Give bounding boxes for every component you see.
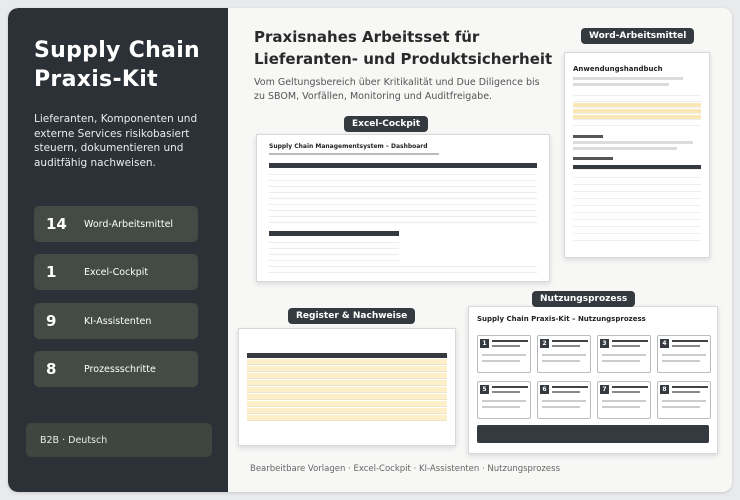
register-row bbox=[247, 415, 447, 421]
doc-row bbox=[573, 201, 701, 206]
sheet-row bbox=[269, 177, 537, 181]
register-row bbox=[247, 359, 447, 365]
register-row bbox=[247, 408, 447, 414]
excel-preview bbox=[256, 134, 550, 282]
doc-row bbox=[573, 165, 701, 170]
doc-line bbox=[573, 141, 693, 144]
product-card bbox=[8, 8, 732, 492]
label-word: Word-Arbeitsmittel bbox=[581, 28, 694, 44]
doc-line bbox=[573, 157, 613, 160]
brand-title-line2: Praxis-Kit bbox=[34, 67, 158, 92]
doc-row bbox=[573, 222, 701, 227]
doc-row bbox=[573, 187, 701, 192]
process-step-box: 4 bbox=[657, 335, 711, 373]
doc-row bbox=[573, 173, 701, 178]
register-header bbox=[247, 353, 447, 358]
process-step-box: 2 bbox=[537, 335, 591, 373]
sheet-row bbox=[269, 239, 399, 243]
stat-number: 8 bbox=[46, 360, 57, 378]
language-tag: B2B · Deutsch bbox=[26, 423, 212, 457]
footer-features: Bearbeitbare Vorlagen · Excel-Cockpit · KI-Assistenten · Nutzungsprozess bbox=[250, 464, 560, 474]
register-row bbox=[247, 394, 447, 400]
register-row bbox=[247, 373, 447, 379]
brand-title-line1: Supply Chain bbox=[34, 38, 201, 63]
doc-row bbox=[573, 215, 701, 220]
process-step-box: 1 bbox=[477, 335, 531, 373]
sheet-row bbox=[269, 257, 399, 261]
sheet-row bbox=[269, 201, 537, 205]
page-title bbox=[254, 26, 552, 70]
doc-row bbox=[573, 194, 701, 199]
stat-number: 9 bbox=[46, 312, 57, 330]
word-preview bbox=[564, 52, 710, 258]
register-preview bbox=[238, 328, 456, 446]
sheet-row bbox=[269, 269, 537, 273]
doc-line bbox=[573, 77, 683, 80]
doc-row bbox=[573, 121, 701, 126]
sidebar-panel bbox=[8, 8, 228, 492]
process-step-box: 8 bbox=[657, 381, 711, 419]
sheet-row bbox=[269, 189, 537, 193]
doc-line bbox=[573, 147, 677, 150]
doc-row bbox=[573, 236, 701, 241]
word-preview-heading: Anwendungshandbuch bbox=[573, 65, 663, 73]
stat-process bbox=[34, 351, 198, 387]
title-line2: Lieferanten- und Produktsicherheit bbox=[254, 50, 553, 68]
process-summary-bar bbox=[477, 425, 709, 443]
sheet-header bbox=[269, 163, 537, 168]
register-row bbox=[247, 380, 447, 386]
doc-row bbox=[573, 115, 701, 120]
doc-row bbox=[573, 103, 701, 108]
stat-word bbox=[34, 206, 198, 242]
stat-label: Excel-Cockpit bbox=[84, 266, 149, 278]
process-step-box: 5 bbox=[477, 381, 531, 419]
stat-number: 1 bbox=[46, 263, 57, 281]
stat-label: KI-Assistenten bbox=[84, 315, 152, 327]
sheet-row bbox=[269, 213, 537, 217]
register-row bbox=[247, 401, 447, 407]
sheet-row bbox=[269, 207, 537, 211]
doc-row bbox=[573, 97, 701, 102]
process-step-box: 7 bbox=[597, 381, 651, 419]
page-subtitle: Vom Geltungsbereich über Kritikalität und Due Diligence bis zu SBOM, Vorfällen, Monitoring und Auditfreigabe. bbox=[254, 77, 540, 102]
stat-label: Word-Arbeitsmittel bbox=[84, 218, 174, 230]
label-excel: Excel-Cockpit bbox=[344, 116, 428, 132]
sheet-row bbox=[269, 183, 537, 187]
stat-number: 14 bbox=[46, 215, 67, 233]
label-process: Nutzungsprozess bbox=[532, 291, 635, 307]
sheet-row bbox=[269, 219, 537, 223]
stat-ki bbox=[34, 303, 198, 339]
sheet-row bbox=[269, 251, 399, 255]
title-line1: Praxisnahes Arbeitsset für bbox=[254, 28, 480, 46]
sheet-line bbox=[269, 153, 439, 155]
content-panel bbox=[228, 8, 732, 492]
doc-row bbox=[573, 208, 701, 213]
doc-row bbox=[573, 91, 701, 96]
register-row bbox=[247, 366, 447, 372]
stat-label: Prozessschritte bbox=[84, 363, 156, 375]
label-register: Register & Nachweise bbox=[288, 308, 415, 324]
process-preview-title: Supply Chain Praxis-Kit – Nutzungsprozess bbox=[477, 315, 646, 323]
doc-row bbox=[573, 180, 701, 185]
stat-excel bbox=[34, 254, 198, 290]
process-step-box: 3 bbox=[597, 335, 651, 373]
doc-line bbox=[573, 135, 603, 138]
sheet-row bbox=[269, 263, 537, 267]
sheet-header bbox=[269, 231, 399, 236]
sheet-row bbox=[269, 245, 399, 249]
register-row bbox=[247, 387, 447, 393]
sheet-row bbox=[269, 195, 537, 199]
doc-row bbox=[573, 109, 701, 114]
process-preview bbox=[468, 306, 718, 454]
sheet-row bbox=[269, 171, 537, 175]
intro-text: Lieferanten, Komponenten und externe Services risikobasiert steuern, dokumentieren und auditfähig nachweisen. bbox=[34, 113, 198, 169]
process-step-box: 6 bbox=[537, 381, 591, 419]
excel-preview-title: Supply Chain Managementsystem – Dashboard bbox=[269, 143, 428, 150]
doc-row bbox=[573, 229, 701, 234]
doc-line bbox=[573, 83, 669, 86]
